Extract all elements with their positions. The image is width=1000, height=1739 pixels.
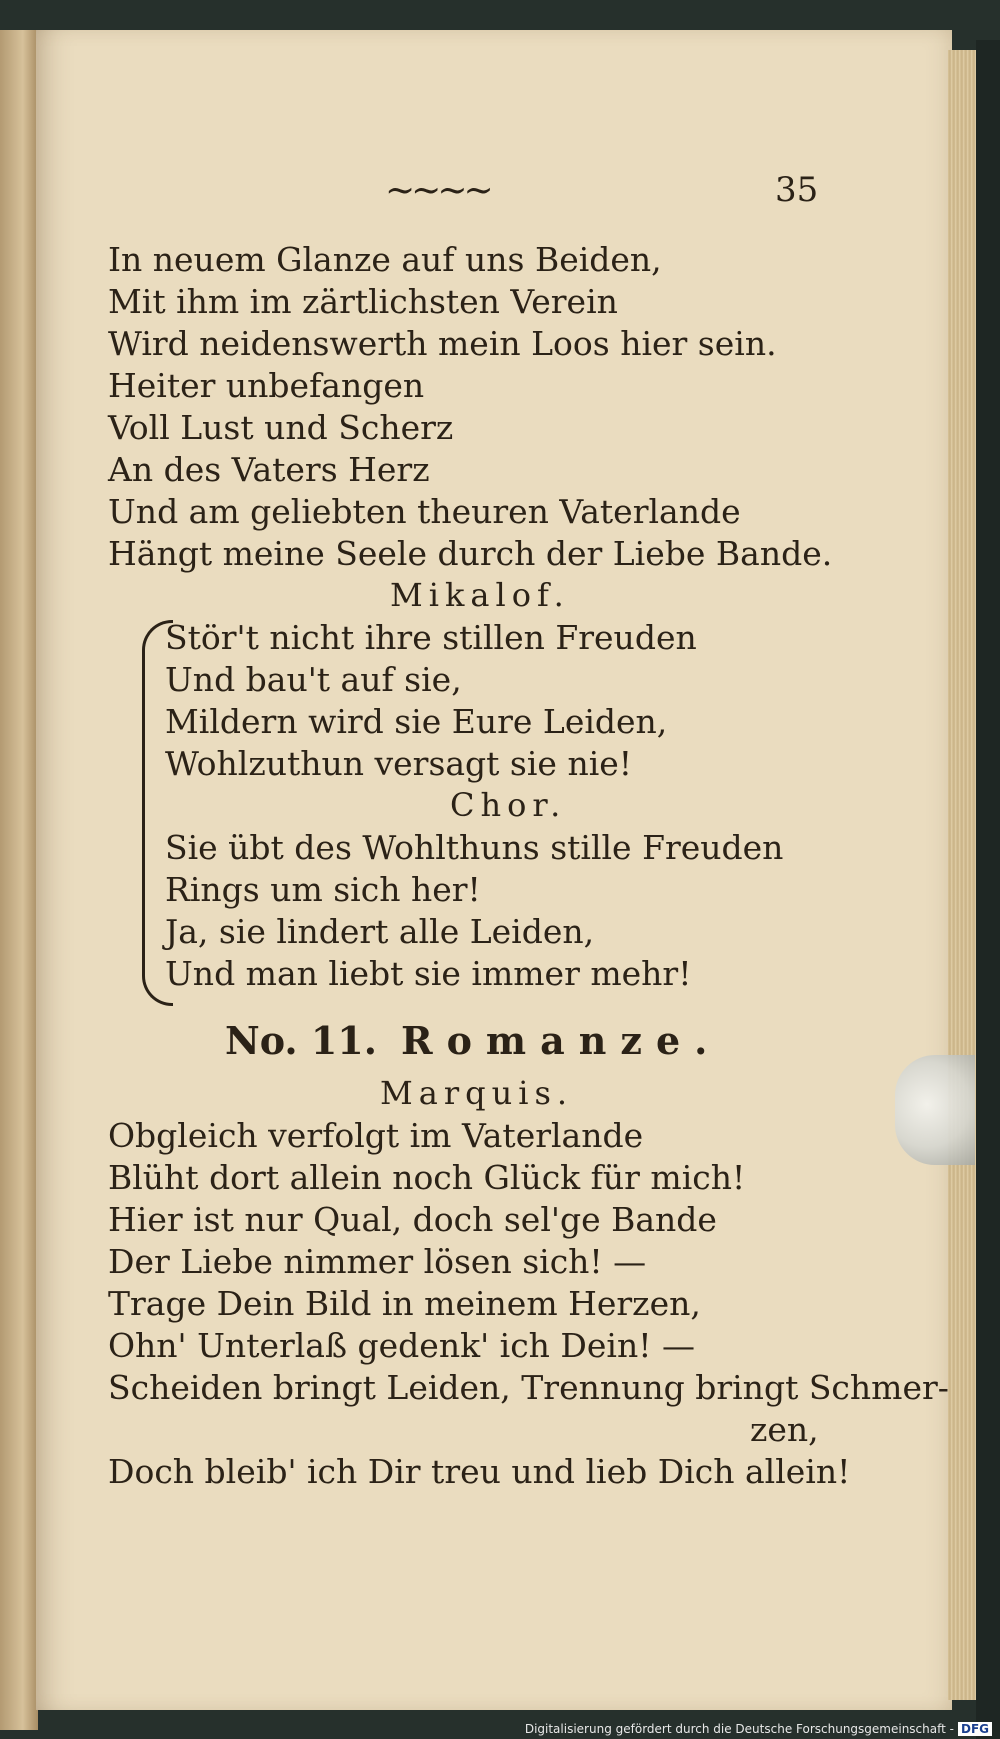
verse-line: In neuem Glanze auf uns Beiden,	[108, 240, 662, 279]
speaker-marquis: Marquis.	[380, 1074, 574, 1112]
verse-line: Der Liebe nimmer lösen sich! —	[108, 1242, 647, 1281]
verse-line: Wohlzuthun versagt sie nie!	[165, 744, 633, 783]
verse-line: Wird neidenswerth mein Loos hier sein.	[108, 324, 777, 363]
footer-credit	[525, 1722, 992, 1736]
dfg-logo: DFG	[958, 1722, 992, 1736]
section-heading	[225, 1018, 721, 1063]
speaker-chor: Chor.	[450, 786, 567, 824]
verse-line: Sie übt des Wohlthuns stille Freuden	[165, 828, 784, 867]
verse-line: Doch bleib' ich Dir treu und lieb Dich allein!	[108, 1452, 851, 1491]
page-clip	[895, 1055, 975, 1165]
background-strip	[976, 40, 1000, 1739]
left-page-edge	[0, 30, 38, 1730]
verse-line: Mit ihm im zärtlichsten Verein	[108, 282, 618, 321]
page-edges	[948, 50, 976, 1700]
verse-line: Blüht dort allein noch Glück für mich!	[108, 1158, 746, 1197]
verse-line: Mildern wird sie Eure Leiden,	[165, 702, 668, 741]
verse-line: Hängt meine Seele durch der Liebe Bande.	[108, 534, 833, 573]
verse-line: Scheiden bringt Leiden, Trennung bringt Schmer-	[108, 1368, 949, 1407]
verse-line: Voll Lust und Scherz	[108, 408, 454, 447]
verse-line: Heiter unbefangen	[108, 366, 425, 405]
verse-line: Ohn' Unterlaß gedenk' ich Dein! —	[108, 1326, 695, 1365]
page-number: 35	[775, 170, 819, 210]
footer-text: Digitalisierung gefördert durch die Deutsche Forschungsgemeinschaft -	[524, 1722, 954, 1736]
verse-line: Und am geliebten theuren Vaterlande	[108, 492, 741, 531]
verse-line: Und bau't auf sie,	[165, 660, 462, 699]
verse-line: Und man liebt sie immer mehr!	[165, 954, 692, 993]
verse-line: Obgleich verfolgt im Vaterlande	[108, 1116, 644, 1155]
section-title: Romanze.	[400, 1018, 722, 1063]
verse-line: Hier ist nur Qual, doch sel'ge Bande	[108, 1200, 717, 1239]
verse-line: Trage Dein Bild in meinem Herzen,	[108, 1284, 701, 1323]
speaker-mikalof: Mikalof.	[390, 576, 570, 614]
header-ornament: ~~~~	[385, 170, 490, 211]
verse-line: Ja, sie lindert alle Leiden,	[165, 912, 595, 951]
section-number: No. 11.	[225, 1018, 377, 1063]
verse-line: Rings um sich her!	[165, 870, 481, 909]
verse-line: zen,	[750, 1410, 819, 1449]
verse-line: Stör't nicht ihre stillen Freuden	[165, 618, 697, 657]
verse-line: An des Vaters Herz	[108, 450, 430, 489]
